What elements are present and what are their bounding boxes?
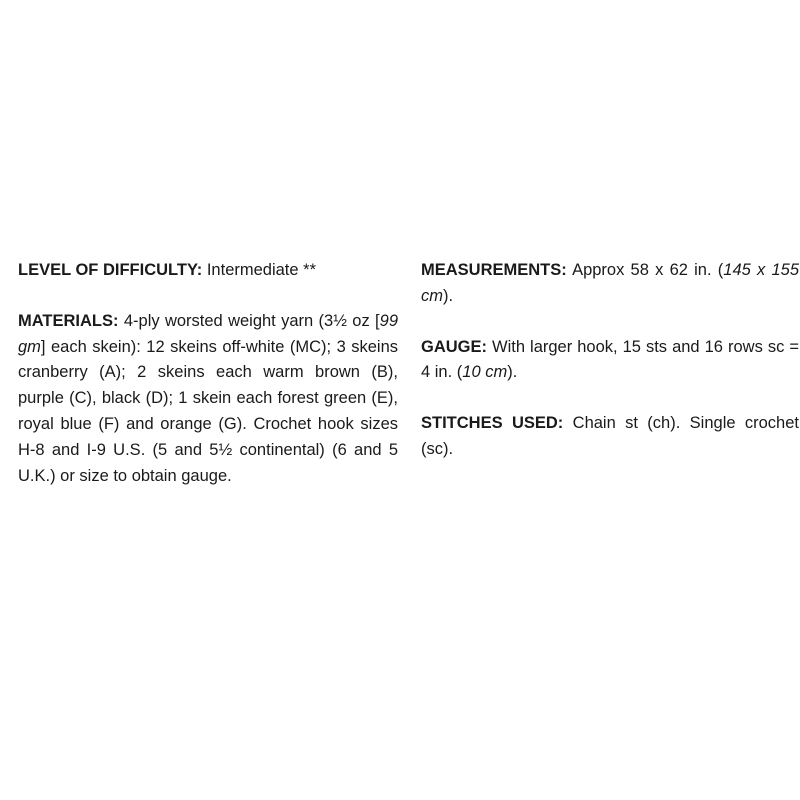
right-column [421, 258, 799, 488]
materials-text-3: ] each skein): 12 skeins off-white (MC); 3 skeins cranberry (A); 2 skeins each warm brown (B), purple (C), black (D); 1 skein each forest green (E), royal blue (F) and orange (G). Crochet hook sizes H-8 and I-9 U.S. (5 and 5½ continental) (6 and 5 U.K.) or size to obtain gauge. [18, 337, 398, 485]
stitches-label: STITCHES USED: [421, 414, 564, 433]
gauge-label: GAUGE: [421, 337, 487, 356]
level-label: LEVEL OF DIFFICULTY: [18, 261, 203, 279]
measurements-label: MEASUREMENTS: [421, 261, 567, 279]
stitches-used [421, 411, 799, 463]
level-value: Intermediate ** [206, 261, 316, 279]
gauge-metric: 10 cm [462, 363, 508, 382]
materials-metric-weight: 99 gm [18, 311, 398, 356]
measurements [421, 258, 799, 310]
stitches-text: Chain st (ch). Single crochet (sc). [421, 414, 799, 458]
left-column [18, 258, 398, 514]
gauge-text-3: ). [507, 363, 518, 382]
level-of-difficulty [18, 258, 398, 284]
materials [18, 309, 398, 490]
measurements-text-1: Approx 58 x 62 in. ( [572, 261, 724, 279]
gauge-text-1: With larger hook, 15 sts and 16 rows sc = 4 in. ( [421, 337, 799, 382]
measurements-text-3: ). [443, 286, 454, 305]
gauge [421, 335, 799, 387]
materials-text-1: 4-ply worsted weight yarn (3½ oz [ [123, 311, 380, 330]
measurements-metric: 145 x 155 cm [421, 261, 799, 305]
materials-label: MATERIALS: [18, 311, 119, 330]
